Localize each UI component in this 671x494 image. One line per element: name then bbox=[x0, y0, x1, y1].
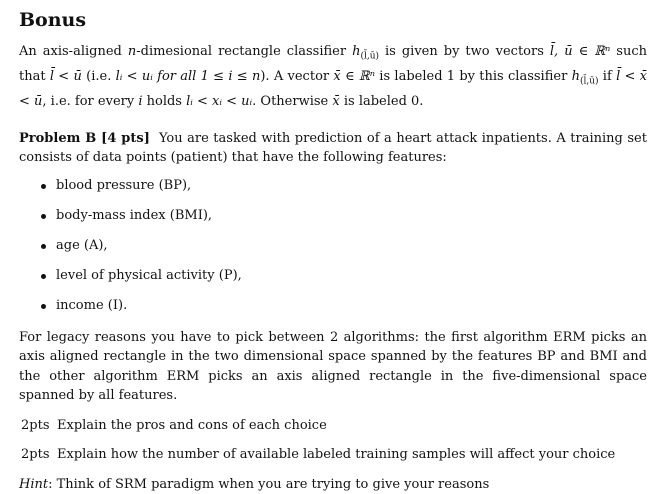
task-item bbox=[19, 445, 647, 464]
def-text-9: , i.e. for every bbox=[42, 94, 139, 110]
condition-3: l̄ < x̄ < ū bbox=[19, 69, 648, 110]
bullet-icon bbox=[41, 214, 46, 219]
bullet-icon bbox=[41, 244, 46, 249]
condition-1: l̄ < ū bbox=[49, 69, 82, 85]
h-symbol: h bbox=[352, 44, 361, 59]
bullet-icon bbox=[41, 184, 46, 189]
def-text-11: . Otherwise bbox=[252, 94, 333, 110]
def-text-4: such that bbox=[19, 44, 647, 85]
def-text-1: An axis-aligned bbox=[19, 44, 128, 59]
list-item bbox=[38, 238, 647, 268]
page bbox=[19, 8, 647, 494]
x-vector-expr: x̄ ∈ ℝⁿ bbox=[333, 69, 376, 85]
task-text: Explain how the number of available labeled training samples will affect your choice bbox=[57, 446, 616, 462]
problem-label: Problem B [4 pts] bbox=[19, 130, 150, 146]
task-text: Explain the pros and cons of each choice bbox=[57, 417, 327, 433]
h-symbol-2: h bbox=[571, 69, 580, 85]
h-subscript: (l̄,ū) bbox=[360, 51, 380, 62]
h-subscript-2: (l̄,ū) bbox=[579, 76, 599, 87]
def-text-5: (i.e. bbox=[81, 69, 116, 85]
n-variable: n bbox=[127, 44, 137, 59]
section-title: Bonus bbox=[19, 9, 87, 31]
def-text-7: is labeled 1 by this classifier bbox=[375, 69, 572, 85]
feature-label: age (A), bbox=[56, 237, 108, 253]
feature-label: level of physical activity (P), bbox=[56, 267, 242, 283]
legacy-paragraph: For legacy reasons you have to pick between 2 algorithms: the first algorithm ERM picks an axis aligned rectangle in the two dimensional space spanned by the features BP and BMI and the other algorithm ERM picks an axis aligned rectangle in the five-dimensional space spanned by all features. bbox=[19, 329, 647, 404]
i-variable: i bbox=[138, 94, 143, 110]
task-points: 2pts bbox=[21, 417, 50, 433]
hint-label: Hint bbox=[19, 476, 49, 492]
hint-text: : Think of SRM paradigm when you are trying to give your reasons bbox=[48, 476, 490, 492]
condition-4: lᵢ < xᵢ < uᵢ bbox=[186, 94, 253, 110]
list-item bbox=[38, 208, 647, 238]
problem-paragraph bbox=[19, 129, 647, 168]
def-text-6: ). A vector bbox=[260, 69, 334, 85]
feature-list bbox=[19, 178, 647, 328]
list-item bbox=[38, 298, 647, 328]
hint-line bbox=[19, 475, 647, 494]
def-text-2: -dimesional rectangle classifier bbox=[136, 44, 353, 59]
feature-label: blood pressure (BP), bbox=[56, 177, 192, 193]
bullet-icon bbox=[41, 274, 46, 279]
def-text-10: holds bbox=[142, 94, 187, 110]
condition-2: lᵢ < uᵢ for all 1 ≤ i ≤ n bbox=[115, 69, 261, 85]
definition-paragraph bbox=[19, 42, 647, 112]
def-text-3: is given by two vectors bbox=[379, 44, 550, 59]
def-text-8: if bbox=[598, 69, 617, 85]
problem-intro: You are tasked with prediction of a heart attack inpatients. A training set consists of data points (patient) that have the following features: bbox=[19, 130, 647, 166]
list-item bbox=[38, 178, 647, 208]
vectors-expr: l̄, ū ∈ ℝⁿ bbox=[549, 44, 611, 59]
x-bar: x̄ bbox=[332, 94, 340, 110]
task-points: 2pts bbox=[21, 446, 50, 462]
task-item bbox=[19, 416, 647, 435]
list-item bbox=[38, 268, 647, 298]
def-text-12: is labeled 0. bbox=[339, 94, 424, 110]
bullet-icon bbox=[41, 304, 46, 309]
feature-label: body-mass index (BMI), bbox=[56, 207, 213, 223]
feature-label: income (I). bbox=[56, 297, 128, 313]
